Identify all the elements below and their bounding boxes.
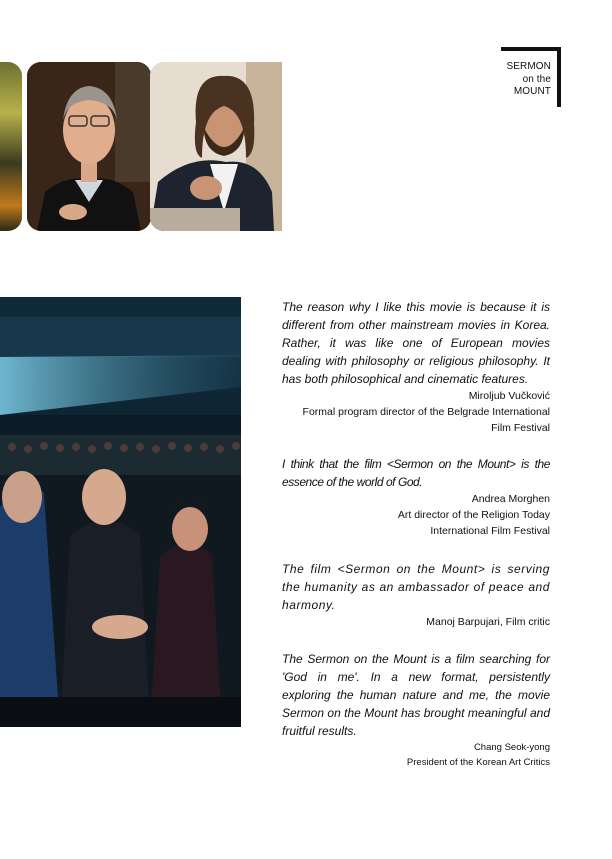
logo-top-bar: [501, 47, 561, 51]
testimonial: [282, 560, 550, 630]
attribution-role: Art director of the Religion Today: [397, 509, 550, 521]
photo-older-man: [27, 62, 151, 231]
attribution-name: Miroljub Vučković: [468, 390, 550, 402]
attribution-role: Formal program director of the Belgrade International: [302, 406, 550, 418]
testimonial-attribution: [282, 740, 550, 770]
logo-line: on the: [522, 73, 551, 85]
testimonial-text: The Sermon on the Mount is a film searching for 'God in me'. In a new format, persistently exploring the human nature and me, the movie Sermon on the Mount has brought meaningful and fruitful results.: [282, 652, 550, 738]
attribution-role: President of the Korean Art Critics: [406, 757, 550, 768]
testimonial-attribution: [282, 491, 550, 539]
testimonial-text: The reason why I like this movie is because it is different from other mainstream movies in Korea. Rather, it was like one of European movies dealing with philosophy or religious philosophy. It has both philosophical and cinematic features.: [282, 300, 550, 386]
logo-text: [507, 61, 552, 99]
attribution-name: Manoj Barpujari, Film critic: [426, 616, 550, 628]
attribution-name: Chang Seok-yong: [473, 742, 550, 753]
logo-line: SERMON: [506, 61, 551, 72]
testimonial: [282, 455, 550, 539]
testimonial-text: I think that the film <Sermon on the Mount> is the essence of the world of God.: [282, 457, 550, 489]
testimonial-attribution: [282, 388, 550, 436]
logo-right-bar: [557, 47, 561, 107]
photo-bearded-man: [150, 62, 282, 231]
testimonial: [282, 650, 550, 770]
testimonial-attribution: [282, 614, 550, 630]
photo-poster-fragment: [0, 62, 22, 231]
sermon-logo: [501, 47, 561, 107]
festival-audience-photo: [0, 297, 241, 727]
interview-photo-strip: [0, 60, 285, 232]
attribution-role: International Film Festival: [430, 525, 550, 537]
testimonial-text: The film <Sermon on the Mount> is serving the humanity as an ambassador of peace and harmony.: [282, 562, 550, 612]
testimonial: [282, 298, 550, 436]
attribution-name: Andrea Morghen: [471, 493, 550, 505]
attribution-role: Film Festival: [491, 422, 550, 434]
logo-line: MOUNT: [513, 86, 551, 97]
